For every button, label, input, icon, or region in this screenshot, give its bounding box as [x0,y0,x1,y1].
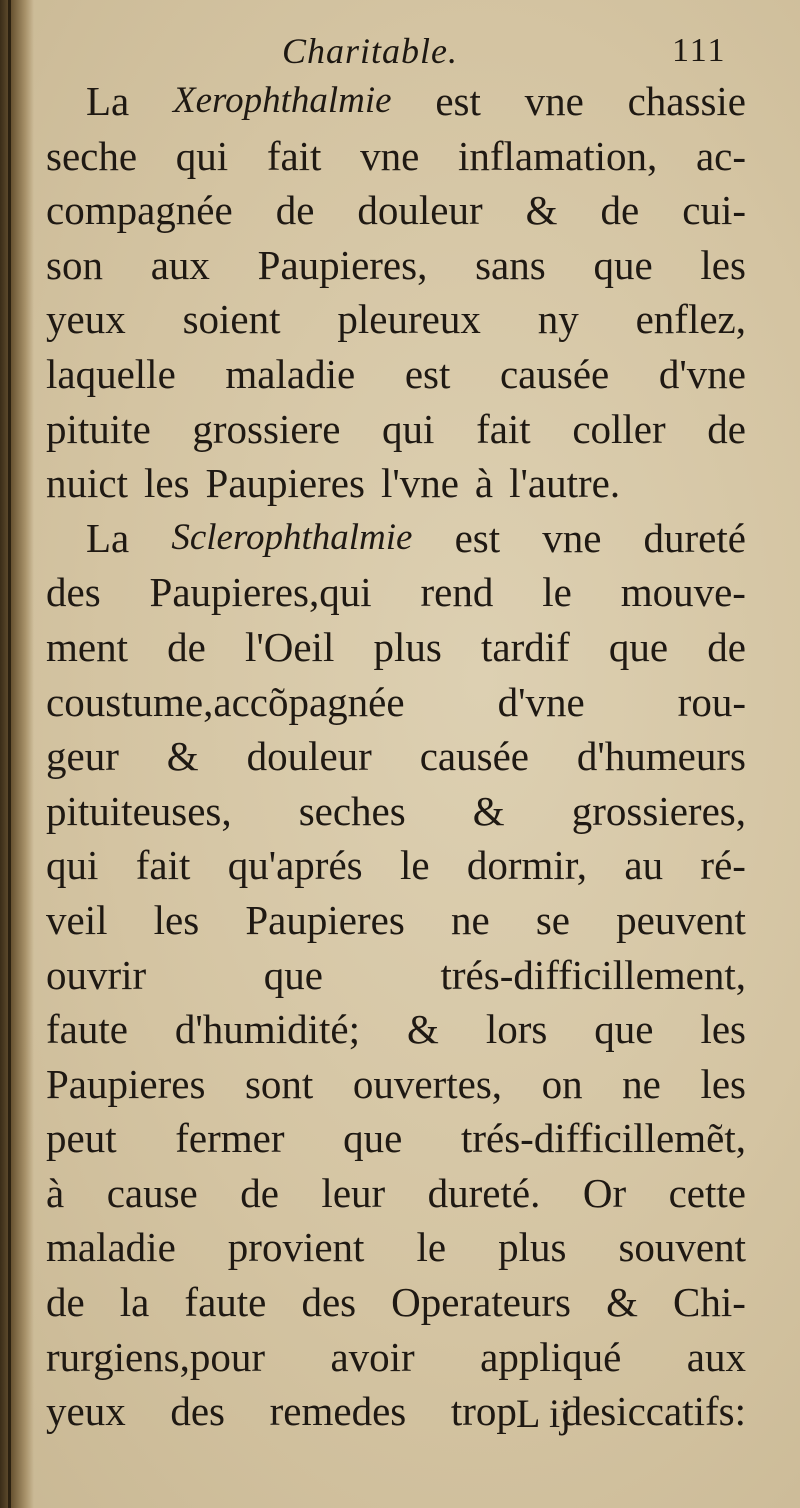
word: trés-difficillemẽt, [460,1115,746,1162]
word: trop [450,1388,517,1435]
word: Paupieres [205,460,365,507]
word: au [624,842,664,889]
word: souvent [618,1224,746,1271]
word: pituite [46,405,151,452]
text-line [46,74,746,129]
word: & [406,1006,439,1053]
word: Paupieres [245,896,405,943]
word: maladie [225,350,356,397]
text-line [46,729,746,784]
word: l'vne [380,460,459,507]
word: on [541,1060,583,1107]
word: aux [686,1333,746,1380]
word: ny [537,296,579,343]
word: fait [266,132,322,179]
word: coustume,accõpagnée [46,678,405,725]
book-gutter [0,0,34,1508]
word: seche [46,132,138,179]
word: le [416,1224,447,1271]
word: est [404,350,451,397]
word: trés-difficillement, [440,951,746,998]
word: que [594,1006,654,1053]
word: cette [668,1169,746,1216]
word: que [343,1115,403,1162]
word: aux [150,241,210,288]
text-line [46,1330,746,1385]
word: dureté. [427,1169,541,1216]
text-line [46,292,746,347]
word: peuvent [616,896,746,943]
text-line [46,784,746,839]
word: qui [46,842,99,889]
word: faute [46,1006,128,1053]
text-line [46,1057,746,1112]
catchword-signature: L ij [516,1391,572,1436]
word: pituiteuses, [46,787,232,834]
word: ré- [700,842,746,889]
word: le [399,842,430,889]
word: Chi- [673,1279,746,1326]
word: inflamation, [458,132,658,179]
word: cause [106,1169,198,1216]
word: causée [419,733,529,780]
body-text [46,74,746,1439]
word: rou- [677,678,746,725]
word: des [46,569,101,616]
text-line [46,402,746,457]
word: & [166,733,199,780]
word: compagnée [46,187,233,234]
text-line [46,183,746,238]
word: ne [450,896,490,943]
text-line [46,838,746,893]
word: de [240,1169,279,1216]
word: & [606,1279,638,1326]
word: les [153,896,200,943]
word: est [454,514,501,561]
word: ne [622,1060,661,1107]
word: l'Oeil [244,623,335,670]
word: faute [184,1279,267,1326]
word: de [275,187,315,234]
text-line [46,1111,746,1166]
word: enflez, [635,296,746,343]
word: douleur [357,187,483,234]
word: que [608,623,669,670]
word: qu'aprés [227,842,363,889]
word: d'vne [497,678,585,725]
text-line [46,347,746,402]
word: plus [373,623,442,670]
word: ouvrir [46,951,147,998]
text-line [46,511,746,566]
word: grossieres, [571,787,746,834]
italic-term: Xerophthalmie [173,80,392,121]
word: Or [582,1169,627,1216]
word: vne [542,514,602,561]
word: nuict [46,460,128,507]
word: rurgiens,pour [46,1333,266,1380]
word: La [86,514,130,561]
word: de [707,623,746,670]
word: fermer [175,1115,285,1162]
word: sans [475,241,546,288]
word: fait [476,405,531,452]
text-line [46,1275,746,1330]
page-number: 111 [672,32,727,69]
word: les [143,460,190,507]
word: que [263,951,323,998]
word: geur [46,733,119,780]
word: à [46,1169,65,1216]
word: son [46,241,103,288]
word: l'autre. [509,460,621,507]
word: La [86,78,130,124]
word: de [167,623,206,670]
word: vne [360,132,420,179]
word: les [700,1006,746,1053]
word: grossiere [192,405,341,452]
word: les [700,241,746,288]
word: vne [524,78,584,124]
word: de [600,187,640,234]
word: yeux [46,1388,126,1435]
word: Paupieres,qui [149,569,372,616]
word: fait [135,842,191,889]
word: ment [46,623,128,670]
word: & [525,187,558,234]
word: Paupieres [46,1060,206,1107]
word: les [700,1060,746,1107]
word: coller [572,405,666,452]
word: remedes [269,1388,407,1435]
word: qui [175,132,229,179]
word: se [535,896,570,943]
gutter-shadow-line [8,0,11,1508]
text-line [46,893,746,948]
text-line [46,456,746,511]
text-line [46,129,746,184]
word: Operateurs [391,1279,572,1326]
word: soient [182,296,281,343]
word: maladie [46,1224,176,1271]
word: plus [498,1224,567,1271]
word: chassie [627,78,746,124]
word: mouve- [620,569,746,616]
text-line [46,1002,746,1057]
word: causée [499,350,610,397]
word: dormir, [466,842,588,889]
text-line [46,948,746,1003]
word: qui [382,405,435,452]
text-line [46,1384,746,1439]
word: yeux [46,296,126,343]
word: veil [46,896,108,943]
word: leur [321,1169,386,1216]
word: de [46,1279,85,1326]
word: provient [227,1224,365,1271]
word: cui- [682,187,746,234]
word: d'humeurs [576,733,746,780]
running-title: Charitable. [282,31,459,71]
italic-term: Sclerophthalmie [171,516,413,558]
word: tardif [480,623,570,670]
word: de [707,405,746,452]
text-line [46,238,746,293]
word: ac- [695,132,746,179]
word: & [472,787,505,834]
word: la [119,1279,150,1326]
word: d'humidité; [174,1006,360,1053]
word: appliqué [480,1333,622,1380]
word: laquelle [46,350,176,397]
text-line [46,565,746,620]
text-line [46,620,746,675]
word: dureté [643,514,746,561]
word: à [474,460,494,507]
text-line [46,675,746,730]
word: rend [420,569,494,616]
word: le [542,569,572,616]
word: des [170,1388,225,1435]
word: peut [46,1115,117,1162]
word: des [301,1279,357,1326]
word: lors [485,1006,548,1053]
word: d'vne [658,350,746,397]
word: sont [244,1060,314,1107]
word: seches [298,787,406,834]
word: desiccatifs: [561,1388,746,1435]
text-line [46,1220,746,1275]
text-line [46,1166,746,1221]
word: avoir [330,1333,415,1380]
word: ouvertes, [352,1060,503,1107]
word: douleur [246,733,372,780]
word: est [435,78,481,124]
word: pleureux [337,296,481,343]
word: Paupieres, [257,241,428,288]
word: que [593,241,653,288]
